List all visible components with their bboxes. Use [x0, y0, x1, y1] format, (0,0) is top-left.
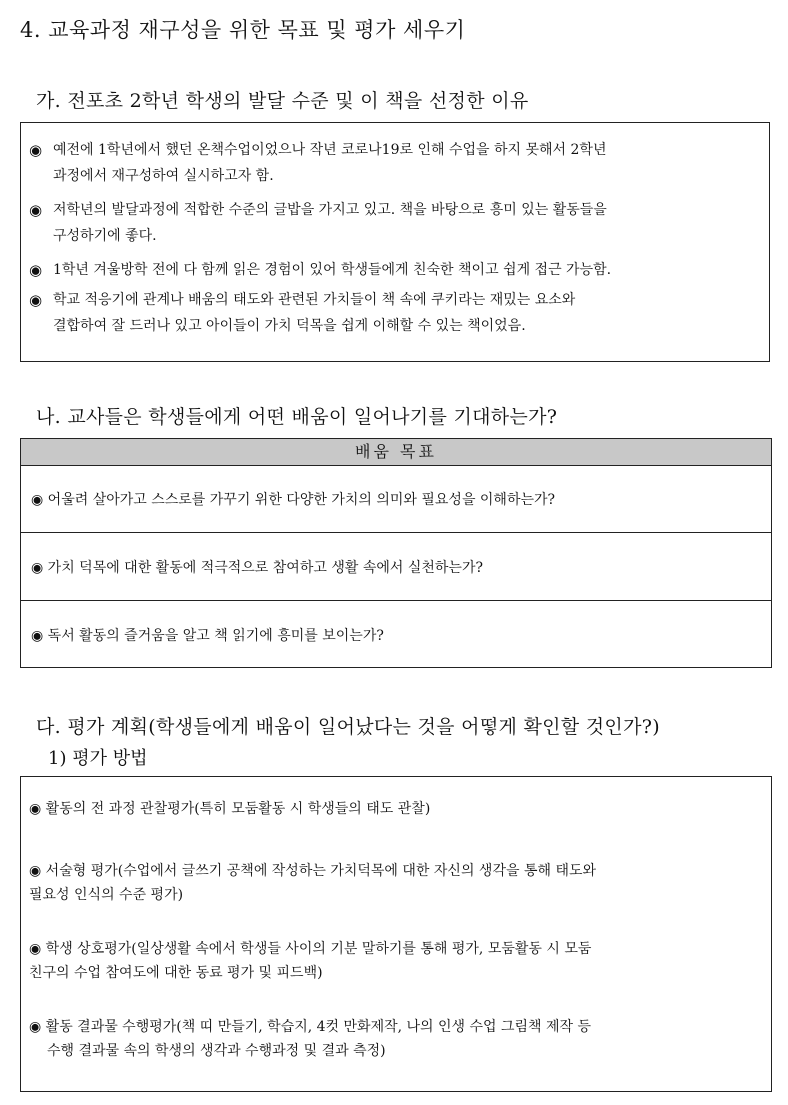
method-line: ◉ 활동의 전 과정 관찰평가(특히 모둠활동 시 학생들의 태도 관찰) — [29, 801, 431, 817]
method-item — [29, 797, 765, 821]
reason-line: 저학년의 발달과정에 적합한 수준의 글밥을 가지고 있고. 책을 바탕으로 흥미 있는 활동들을 — [53, 202, 607, 218]
reason-line: 학교 적응기에 관계나 배움의 태도와 관련된 가치들이 책 속에 쿠키라는 재밌는 요소와 — [53, 292, 576, 308]
table-row — [21, 533, 771, 601]
method-line: 수행 결과물 속의 학생의 생각과 수행과정 및 결과 측정) — [47, 1043, 386, 1059]
bullet-icon: ◉ — [29, 141, 43, 159]
section-title: 4. 교육과정 재구성을 위한 목표 및 평가 세우기 — [20, 18, 466, 42]
method-line: ◉ 서술형 평가(수업에서 글쓰기 공책에 작성하는 가치덕목에 대한 자신의 생각을 통해 태도와 — [29, 863, 597, 879]
bullet-icon: ◉ — [29, 291, 43, 309]
goal-text: ◉ 어울려 살아가고 스스로를 가꾸기 위한 다양한 가치의 의미와 필요성을 이해하는가? — [31, 492, 556, 508]
reason-item — [29, 137, 759, 189]
evaluation-methods-box — [20, 776, 772, 1092]
reason-line: 구성하기에 좋다. — [53, 228, 157, 244]
method-line: 친구의 수업 참여도에 대한 동료 평가 및 피드백) — [29, 965, 323, 981]
method-item — [29, 1015, 765, 1063]
table-row — [21, 466, 771, 533]
goal-text: ◉ 독서 활동의 즐거움을 알고 책 읽기에 흥미를 보이는가? — [31, 627, 384, 644]
bullet-icon: ◉ — [29, 261, 43, 279]
part-c-subheading: 1) 평가 방법 — [48, 748, 148, 769]
learning-goals-table — [20, 438, 772, 668]
reason-line: 예전에 1학년에서 했던 온책수업이었으나 작년 코로나19로 인해 수업을 하지 못해서 2학년 — [53, 142, 607, 158]
reason-item — [29, 287, 759, 339]
part-b-heading: 나. 교사들은 학생들에게 어떤 배움이 일어나기를 기대하는가? — [36, 406, 558, 428]
bullet-icon: ◉ — [29, 201, 43, 219]
table-header: 배움 목표 — [21, 439, 771, 466]
goal-text: ◉ 가치 덕목에 대한 활동에 적극적으로 참여하고 생활 속에서 실천하는가? — [31, 559, 483, 576]
reason-line: 1학년 겨울방학 전에 다 함께 읽은 경험이 있어 학생들에게 친숙한 책이고 쉽게 접근 가능함. — [53, 262, 612, 278]
reason-item — [29, 197, 759, 249]
reason-item — [29, 257, 759, 283]
part-a-heading: 가. 전포초 2학년 학생의 발달 수준 및 이 책을 선정한 이유 — [36, 90, 529, 112]
method-line: ◉ 학생 상호평가(일상생활 속에서 학생들 사이의 기분 말하기를 통해 평가, 모둠활동 시 모둠 — [29, 941, 592, 957]
reason-line: 결합하여 잘 드러나 있고 아이들이 가치 덕목을 쉽게 이해할 수 있는 책이었음. — [53, 318, 526, 334]
method-item — [29, 859, 765, 907]
table-row — [21, 601, 771, 668]
method-item — [29, 937, 765, 985]
method-line: 필요성 인식의 수준 평가) — [29, 887, 184, 903]
reasons-box — [20, 122, 770, 362]
method-line: ◉ 활동 결과물 수행평가(책 띠 만들기, 학습지, 4컷 만화제작, 나의 인생 수업 그림책 제작 등 — [29, 1019, 592, 1035]
reason-line: 과정에서 재구성하여 실시하고자 함. — [53, 168, 274, 184]
part-c-heading: 다. 평가 계획(학생들에게 배움이 일어났다는 것을 어떻게 확인할 것인가?) — [36, 716, 660, 738]
